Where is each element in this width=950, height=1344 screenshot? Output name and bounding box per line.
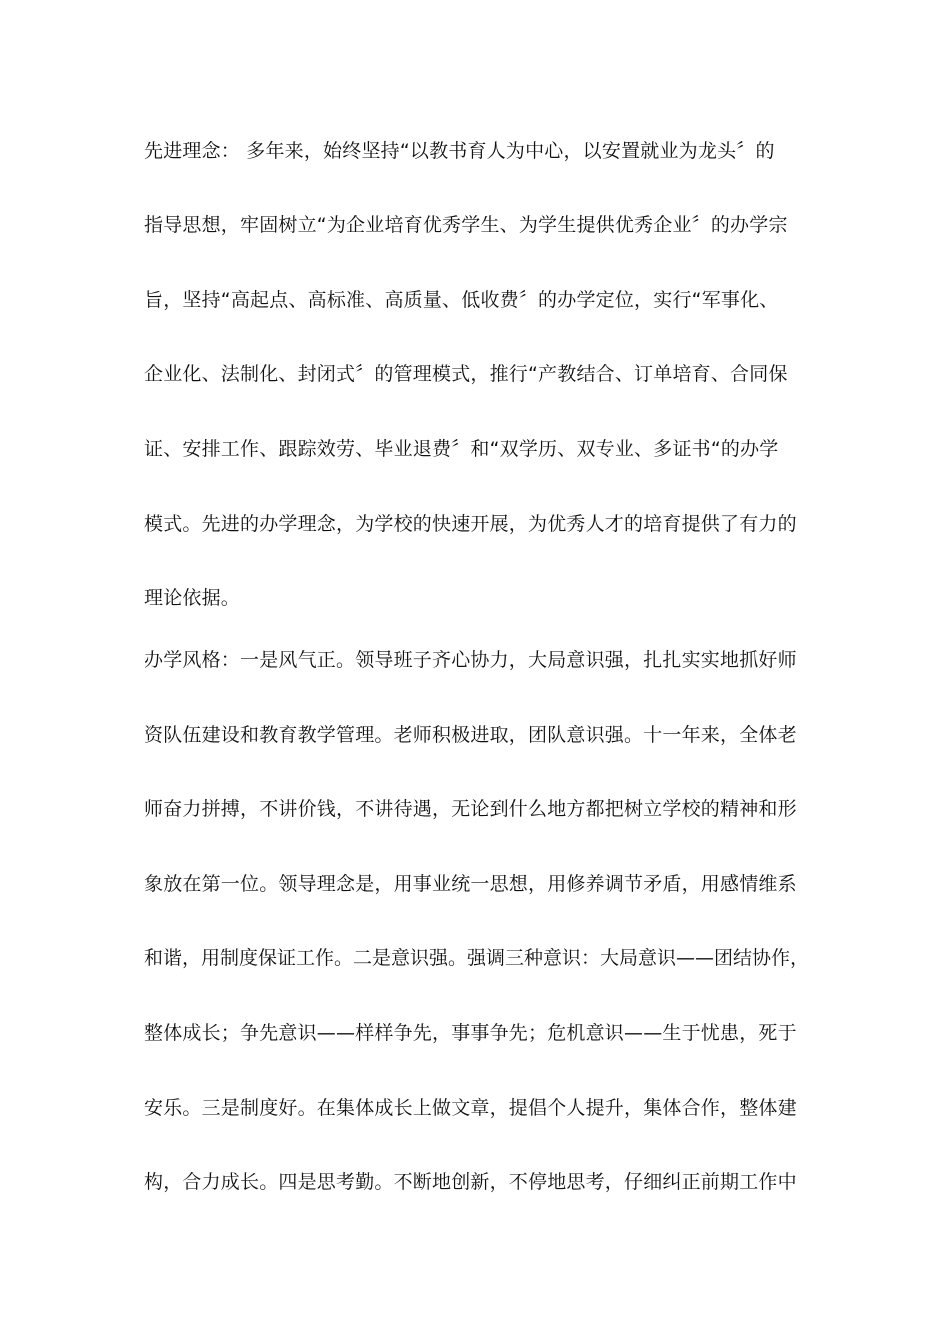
text-line: 证、安排工作、跟踪效劳、毕业退费〞和“双学历、双专业、多证书“的办学	[144, 438, 779, 460]
text-line: 师奋力拼搏，不讲价钱，不讲待遇，无论到什么地方都把树立学校的精神和形	[144, 798, 797, 820]
text-line: 构，合力成长。四是思考勤。不断地创新，不停地思考，仔细纠正前期工作中	[144, 1171, 797, 1193]
text-line: 象放在第一位。领导理念是，用事业统一思想，用修养调节矛盾，用感情维系	[144, 873, 797, 895]
text-line: 旨，坚持“高起点、高标准、高质量、低收费〞的办学定位，实行“军事化、	[144, 289, 779, 311]
text-line: 办学风格：一是风气正。领导班子齐心协力，大局意识强，扎扎实实地抓好师	[144, 649, 797, 671]
text-line: 先进理念： 多年来，始终坚持“以教书育人为中心，以安置就业为龙头〞的	[144, 140, 775, 162]
text-line: 资队伍建设和教育教学管理。老师积极进取，团队意识强。十一年来，全体老	[144, 724, 797, 746]
text-line: 整体成长；争先意识——样样争先，事事争先；危机意识——生于忧患，死于	[144, 1022, 797, 1044]
text-line: 安乐。三是制度好。在集体成长上做文章，提倡个人提升，集体合作，整体建	[144, 1097, 797, 1119]
text-line: 理论依据。	[144, 587, 241, 609]
text-line: 模式。先进的办学理念，为学校的快速开展，为优秀人才的培育提供了有力的	[144, 513, 797, 535]
text-line: 和谐，用制度保证工作。二是意识强。强调三种意识：大局意识——团结协作，	[144, 947, 810, 969]
text-line: 指导思想，牢固树立“为企业培育优秀学生、为学生提供优秀企业〞的办学宗	[144, 214, 788, 236]
text-line: 企业化、法制化、封闭式〞的管理模式，推行“产教结合、订单培育、合同保	[144, 363, 788, 385]
